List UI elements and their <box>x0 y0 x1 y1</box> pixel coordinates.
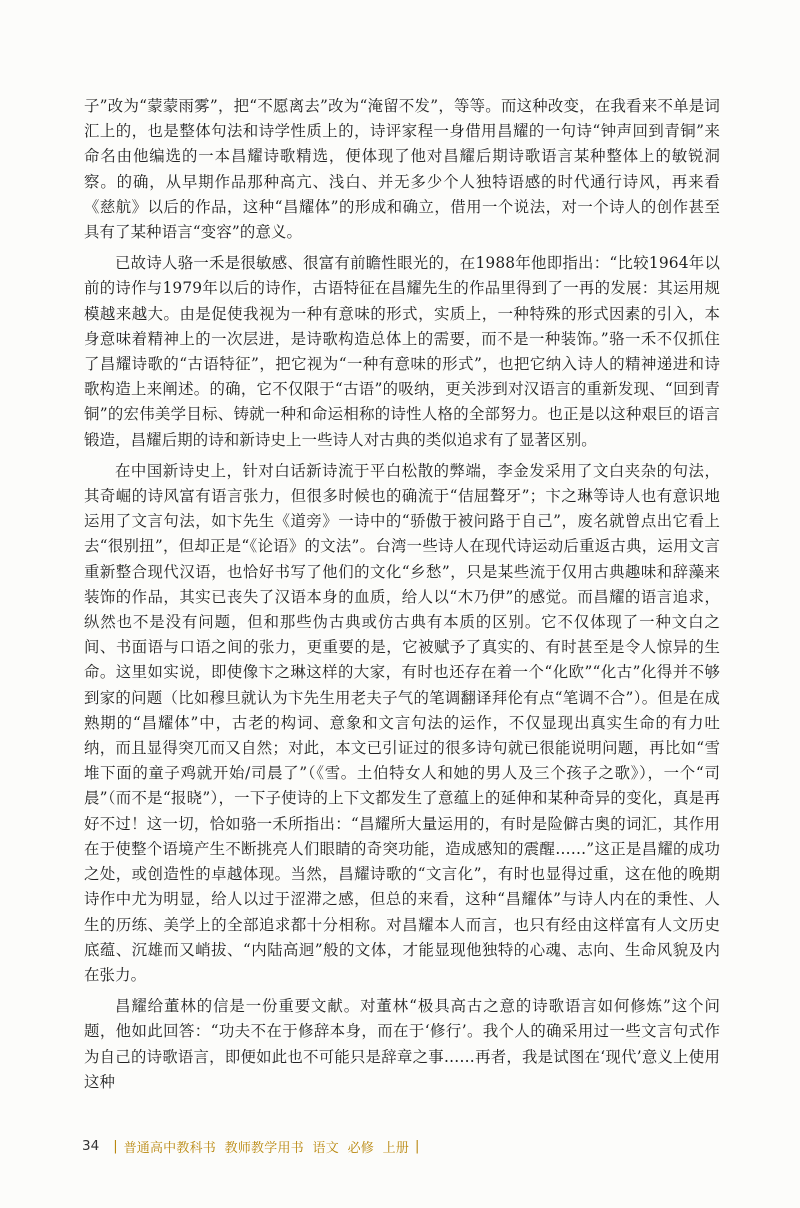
page-number: 34 <box>82 1138 100 1154</box>
paragraph-2: 已故诗人骆一禾是很敏感、很富有前瞻性眼光的，在1988年他即指出：“比较1964年以前的诗作与1979年以后的诗作，古语特征在昌耀先生的作品里得到了一再的发展：其运用规模越来越大。由是促使我视为一种有意味的形式，实质上，一种特殊的形式因素的引入，本身意味着精神上的一次层进，是诗歌构造总体上的需要，而不是一种装饰。”骆一禾不仅抓住了昌耀诗歌的“古语特征”，把它视为“一种有意味的形式”，也把它纳入诗人的精神递进和诗歌构造上来阐述。的确，它不仅限于“古语”的吸纳，更关涉到对汉语言的重新发现、“回到青铜”的宏伟美学目标、铸就一种和命运相称的诗性人格的全部努力。也正是以这种艰巨的语言锻造，昌耀后期的诗和新诗史上一些诗人对古典的类似追求有了显著区别。 <box>84 254 720 449</box>
paragraph-1: 子”改为“蒙蒙雨雾”，把“不愿离去”改为“淹留不发”，等等。而这种改变，在我看来不单是词汇上的，也是整体句法和诗学性质上的，诗评家程一身借用昌耀的一句诗“钟声回到青铜”来命名由他编选的一本昌耀诗歌精选，便体现了他对昌耀后期诗歌语言某种整体上的敏锐洞察。的确，从早期作品那种高亢、浅白、并无多少个人独特语感的时代通行诗风，再来看《慈航》以后的作品，这种“昌耀体”的形成和确立，借用一个说法，对一个诗人的创作甚至具有了某种语言“变容”的意义。 <box>84 97 720 242</box>
footer-separator-right: | <box>415 1138 420 1154</box>
footer-separator-left: | <box>113 1138 118 1154</box>
body-text <box>84 94 720 1095</box>
book-title: 普通高中教科书 教师教学用书 语文 必修 上册 <box>123 1140 410 1156</box>
page-footer <box>82 1136 425 1156</box>
paragraph-3: 在中国新诗史上，针对白话新诗流于平白松散的弊端，李金发采用了文白夹杂的句法，其奇崛的诗风富有语言张力，但很多时候也的确流于“佶屈聱牙”；卞之琳等诗人也有意识地运用了文言句法，如卞先生《道旁》一诗中的“骄傲于被问路于自己”，废名就曾点出它看上去“很别扭”，但却正是“《论语》的文法”。台湾一些诗人在现代诗运动后重返古典，运用文言重新整合现代汉语，也恰好书写了他们的文化“乡愁”，只是某些流于仅用古典趣味和辞藻来装饰的作品，其实已丧失了汉语本身的血质，给人以“木乃伊”的感觉。而昌耀的语言追求，纵然也不是没有问题，但和那些伪古典或仿古典有本质的区别。它不仅体现了一种文白之间、书面语与口语之间的张力，更重要的是，它被赋予了真实的、有时甚至是令人惊异的生命。这里如实说，即使像卞之琳这样的大家，有时也还存在着一个“化欧”“化古”化得并不够到家的问题（比如穆旦就认为卞先生用老夫子气的笔调翻译拜伦有点“笔调不合”）。但是在成熟期的“昌耀体”中，古老的构词、意象和文言句法的运作，不仅显现出真实生命的有力吐纳，而且显得突兀而又自然；对此，本文已引证过的很多诗句就已很能说明问题，再比如“雪堆下面的童子鸡就开始/司晨了”（《雪。土伯特女人和她的男人及三个孩子之歌》），一个“司晨”（而不是“报晓”），一下子使诗的上下文都发生了意蕴上的延伸和某种奇异的变化，真是再好不过！这一切，恰如骆一禾所指出：“昌耀所大量运用的，有时是险僻古奥的词汇，其作用在于使整个语境产生不断挑亮人们眼睛的奇突功能，造成感知的震醒……”这正是昌耀的成功之处，或创造性的卓越体现。当然，昌耀诗歌的“文言化”，有时也显得过重，这在他的晚期诗作中尤为明显，给人以过于涩滞之感，但总的来看，这种“昌耀体”与诗人内在的秉性、人生的历练、美学上的全部追求都十分相称。对昌耀本人而言，也只有经由这样富有人文历史底蕴、沉雄而又峭拔、“内陆高迥”般的文体，才能显现他独特的心魂、志向、生命风貌及内在张力。 <box>84 461 720 984</box>
paragraph-4: 昌耀给董林的信是一份重要文献。对董林“极具高古之意的诗歌语言如何修炼”这个问题，他如此回答：“功夫不在于修辞本身，而在于‘修行’。我个人的确采用过一些文言句式作为自己的诗歌语言，即便如此也不可能只是辞章之事……再者，我是试图在‘现代’意义上使用这种 <box>84 997 720 1091</box>
